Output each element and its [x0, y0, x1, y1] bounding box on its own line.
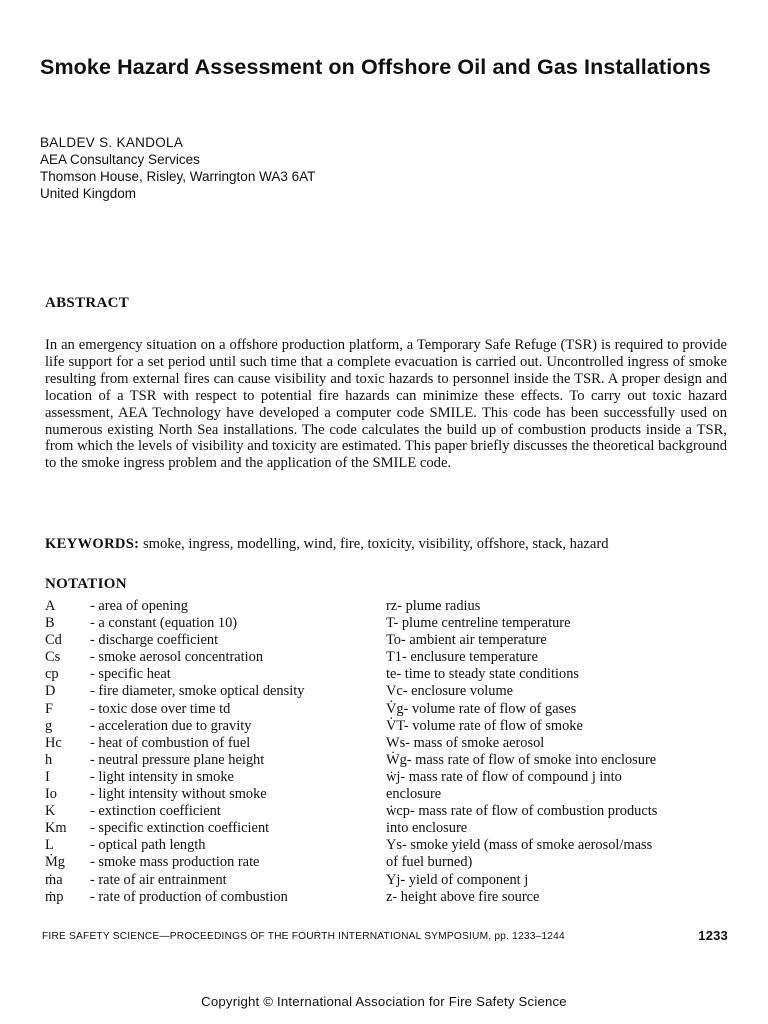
notation-right-line: T- plume centreline temperature [386, 615, 571, 632]
notation-symbol: ṁa [45, 871, 63, 888]
notation-row [45, 666, 375, 683]
paper-title: Smoke Hazard Assessment on Offshore Oil and Gas Installations [40, 55, 711, 79]
notation-symbol: ṁp [45, 888, 64, 905]
copyright-notice: Copyright © International Association for Fire Safety Science [201, 994, 567, 1009]
notation-right-line: ẇj- mass rate of flow of compound j into [386, 768, 622, 785]
notation-left-column [45, 598, 375, 906]
notation-row [45, 889, 375, 906]
notation-definition: - discharge coefficient [90, 632, 219, 649]
notation-symbol: L [45, 837, 54, 854]
notation-definition: - smoke mass production rate [90, 854, 260, 871]
notation-row [45, 752, 375, 769]
notation-definition: - heat of combustion of fuel [90, 734, 251, 751]
abstract-text: In an emergency situation on a offshore production platform, a Temporary Safe Refuge (TSR) is required to provide life support for a set period until such time that a complete evacuation is carried out. Uncontrolled ingress of smoke resulting from external fires can cause visibility and toxic hazards to personnel inside the TSR. A proper design and location of a TSR with respect to potential fire hazards can minimize these effects. To carry out toxic hazard assessment, AEA Technology have developed a computer code SMILE. This code has been successfully used on numerous existing North Sea installations. The code calculates the build up of combustion products inside a TSR, from which the levels of visibility and toxicity are estimated. This paper briefly discusses the theoretical background to the smoke ingress problem and the application of the SMILE code. [45, 337, 727, 472]
page-number: 1233 [698, 928, 728, 943]
author-block [40, 134, 540, 202]
notation-symbol: F [45, 700, 54, 717]
notation-symbol: g [45, 717, 53, 734]
author-country: United Kingdom [40, 186, 137, 201]
author-name: BALDEV S. KANDOLA [40, 135, 184, 150]
notation-heading: NOTATION [45, 576, 127, 592]
keywords-label: KEYWORDS: [45, 536, 140, 552]
notation-right-line: V̇T- volume rate of flow of smoke [386, 717, 583, 734]
notation-row [45, 735, 375, 752]
notation-right-line: rz- plume radius [386, 598, 481, 614]
notation-right-line: te- time to steady state conditions [386, 666, 580, 683]
notation-symbol: Cs [45, 649, 61, 666]
notation-right-line: T1- enclusure temperature [386, 649, 538, 666]
keywords-list: smoke, ingress, modelling, wind, fire, toxicity, visibility, offshore, stack, hazard [142, 536, 609, 552]
notation-right-line: Ys- smoke yield (mass of smoke aerosol/mass [386, 837, 653, 854]
notation-right-line: To- ambient air temperature [386, 632, 547, 649]
notation-definition: - neutral pressure plane height [90, 751, 265, 768]
notation-definition: - fire diameter, smoke optical density [90, 683, 305, 700]
author-affiliation: AEA Consultancy Services [40, 152, 200, 167]
notation-row [45, 718, 375, 735]
notation-row [45, 803, 375, 820]
notation-right-line: ẇcp- mass rate of flow of combustion products [386, 803, 658, 820]
notation-row [45, 598, 375, 615]
notation-right-line: Ws- mass of smoke aerosol [386, 734, 545, 751]
notation-symbol: Km [45, 820, 67, 837]
notation-right-line: of fuel burned) [386, 854, 473, 871]
keywords-line [45, 536, 735, 553]
notation-symbol: A [45, 598, 56, 614]
notation-row [45, 786, 375, 803]
notation-definition: - a constant (equation 10) [90, 615, 238, 632]
notation-right-line: Vc- enclosure volume [386, 683, 514, 700]
notation-definition: - toxic dose over time td [90, 700, 231, 717]
notation-symbol: B [45, 615, 55, 632]
notation-definition: - rate of air entrainment [90, 871, 227, 888]
notation-symbol: D [45, 683, 56, 700]
notation-row [45, 854, 375, 871]
notation-symbol: I [45, 768, 50, 785]
notation-definition: - light intensity without smoke [90, 786, 267, 803]
notation-row [45, 820, 375, 837]
notation-right-line: enclosure [386, 786, 442, 803]
notation-symbol: Cd [45, 632, 62, 649]
notation-row [45, 769, 375, 786]
abstract-heading: ABSTRACT [45, 295, 130, 311]
notation-right-line: into enclosure [386, 820, 468, 837]
notation-row [45, 615, 375, 632]
notation-right-line: Ẇg- mass rate of flow of smoke into enclosure [386, 751, 657, 768]
notation-definition: - area of opening [90, 598, 188, 614]
notation-symbol: Ṁg [45, 854, 65, 871]
notation-right-line: z- height above fire source [386, 888, 540, 905]
notation-definition: - rate of production of combustion [90, 888, 288, 905]
notation-right-line: V̇g- volume rate of flow of gases [386, 700, 577, 717]
notation-row [45, 649, 375, 666]
notation-definition: - specific extinction coefficient [90, 820, 270, 837]
notation-row [45, 701, 375, 718]
notation-definition: - smoke aerosol concentration [90, 649, 264, 666]
notation-row [45, 683, 375, 700]
notation-symbol: h [45, 751, 53, 768]
proceedings-footer [42, 928, 732, 943]
notation-definition: - optical path length [90, 837, 206, 854]
notation-definition: - extinction coefficient [90, 803, 221, 820]
notation-definition: - specific heat [90, 666, 171, 683]
footer-citation: FIRE SAFETY SCIENCE—PROCEEDINGS OF THE FOURTH INTERNATIONAL SYMPOSIUM, pp. 1233–1244 [42, 931, 565, 942]
notation-symbol: Hc [45, 734, 62, 751]
notation-definition: - light intensity in smoke [90, 768, 234, 785]
notation-definition: - acceleration due to gravity [90, 717, 252, 734]
author-address: Thomson House, Risley, Warrington WA3 6AT [40, 169, 316, 184]
notation-row [45, 632, 375, 649]
notation-symbol: Io [45, 786, 57, 803]
notation-right-line: Yj- yield of component j [386, 871, 529, 888]
notation-symbol: K [45, 803, 56, 820]
notation-right-column [386, 598, 731, 906]
notation-row [45, 872, 375, 889]
notation-row [45, 837, 375, 854]
notation-symbol: cp [45, 666, 59, 683]
